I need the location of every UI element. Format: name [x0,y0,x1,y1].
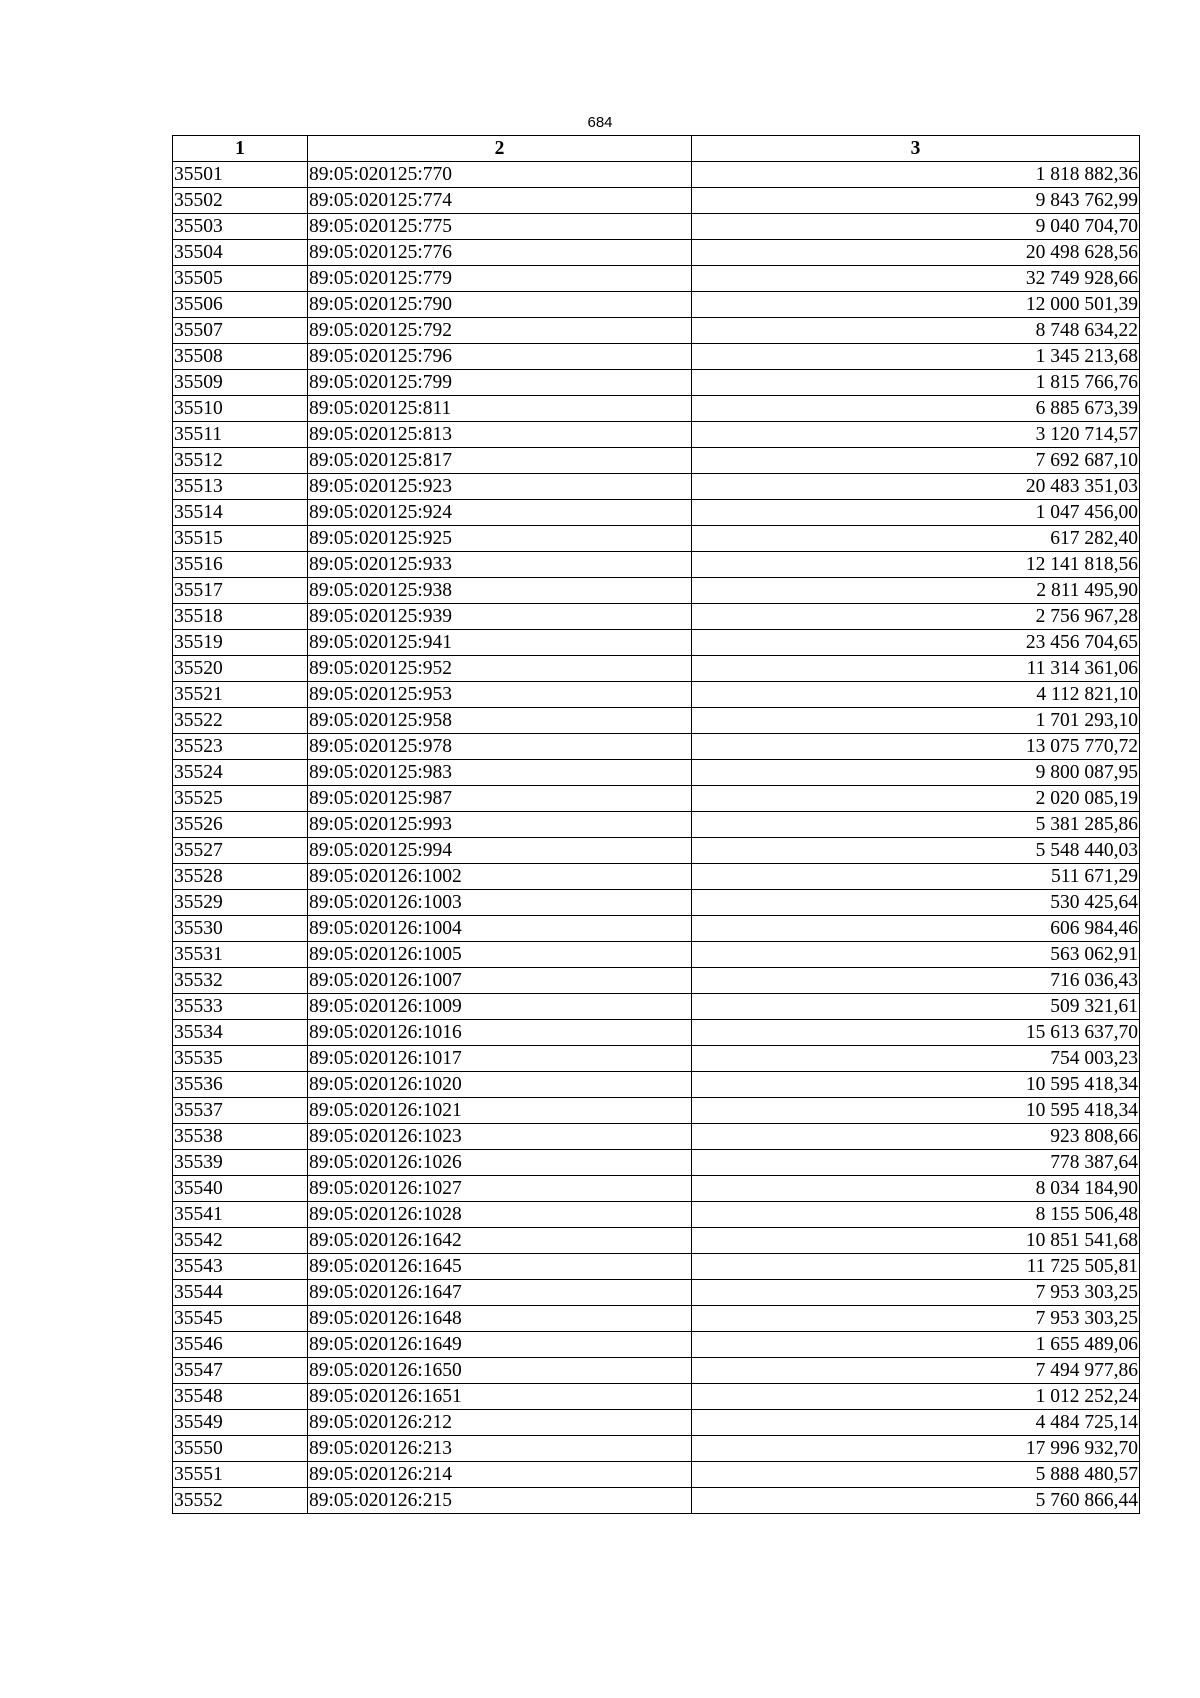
row-number-cell: 35519 [173,630,308,656]
table-row [173,370,1140,396]
cadastral-value-cell: 7 692 687,10 [692,448,1140,474]
table-row [173,188,1140,214]
row-number-cell: 35507 [173,318,308,344]
cadastral-value-cell: 530 425,64 [692,890,1140,916]
table-row [173,1462,1140,1488]
table-row [173,1176,1140,1202]
table-row [173,1150,1140,1176]
row-number-cell: 35549 [173,1410,308,1436]
row-number-cell: 35550 [173,1436,308,1462]
cadastral-number-cell: 89:05:020126:1648 [308,1306,692,1332]
cadastral-number-cell: 89:05:020125:924 [308,500,692,526]
cadastral-value-cell: 563 062,91 [692,942,1140,968]
table-row [173,448,1140,474]
row-number-cell: 35523 [173,734,308,760]
table-row [173,552,1140,578]
cadastral-number-cell: 89:05:020126:1009 [308,994,692,1020]
cadastral-value-cell: 10 595 418,34 [692,1072,1140,1098]
row-number-cell: 35551 [173,1462,308,1488]
cadastral-number-cell: 89:05:020125:925 [308,526,692,552]
cadastral-value-cell: 20 498 628,56 [692,240,1140,266]
row-number-cell: 35506 [173,292,308,318]
table-body [173,162,1140,1514]
row-number-cell: 35512 [173,448,308,474]
cadastral-value-cell: 6 885 673,39 [692,396,1140,422]
row-number-cell: 35547 [173,1358,308,1384]
cadastral-number-cell: 89:05:020126:215 [308,1488,692,1514]
cadastral-value-cell: 32 749 928,66 [692,266,1140,292]
table-row [173,1280,1140,1306]
row-number-cell: 35518 [173,604,308,630]
row-number-cell: 35525 [173,786,308,812]
cadastral-value-cell: 9 843 762,99 [692,188,1140,214]
cadastral-number-cell: 89:05:020126:1026 [308,1150,692,1176]
cadastral-number-cell: 89:05:020126:1027 [308,1176,692,1202]
cadastral-value-cell: 1 345 213,68 [692,344,1140,370]
row-number-cell: 35535 [173,1046,308,1072]
cadastral-number-cell: 89:05:020126:1007 [308,968,692,994]
cadastral-number-cell: 89:05:020125:779 [308,266,692,292]
row-number-cell: 35538 [173,1124,308,1150]
table-row [173,890,1140,916]
cadastral-number-cell: 89:05:020126:1004 [308,916,692,942]
row-number-cell: 35548 [173,1384,308,1410]
cadastral-value-cell: 4 112 821,10 [692,682,1140,708]
table-row [173,344,1140,370]
cadastral-value-cell: 13 075 770,72 [692,734,1140,760]
table-row [173,708,1140,734]
cadastral-number-cell: 89:05:020125:933 [308,552,692,578]
row-number-cell: 35501 [173,162,308,188]
column-header-2: 2 [308,136,692,162]
cadastral-number-cell: 89:05:020126:212 [308,1410,692,1436]
table-row [173,526,1140,552]
cadastral-value-cell: 2 020 085,19 [692,786,1140,812]
row-number-cell: 35516 [173,552,308,578]
cadastral-number-cell: 89:05:020125:792 [308,318,692,344]
row-number-cell: 35502 [173,188,308,214]
cadastral-number-cell: 89:05:020125:939 [308,604,692,630]
column-header-1: 1 [173,136,308,162]
cadastral-value-cell: 7 494 977,86 [692,1358,1140,1384]
cadastral-number-cell: 89:05:020125:811 [308,396,692,422]
row-number-cell: 35531 [173,942,308,968]
table-row [173,1358,1140,1384]
cadastral-value-cell: 754 003,23 [692,1046,1140,1072]
cadastral-number-cell: 89:05:020125:987 [308,786,692,812]
cadastral-number-cell: 89:05:020126:1003 [308,890,692,916]
row-number-cell: 35546 [173,1332,308,1358]
row-number-cell: 35527 [173,838,308,864]
cadastral-value-cell: 1 818 882,36 [692,162,1140,188]
table-row [173,1410,1140,1436]
cadastral-value-cell: 716 036,43 [692,968,1140,994]
row-number-cell: 35503 [173,214,308,240]
table-row [173,968,1140,994]
cadastral-number-cell: 89:05:020125:938 [308,578,692,604]
table-row [173,864,1140,890]
table-row [173,942,1140,968]
table-row [173,994,1140,1020]
table-row [173,1228,1140,1254]
row-number-cell: 35537 [173,1098,308,1124]
table-row [173,396,1140,422]
cadastral-value-cell: 2 756 967,28 [692,604,1140,630]
table-row [173,630,1140,656]
table-row [173,1436,1140,1462]
cadastral-number-cell: 89:05:020125:941 [308,630,692,656]
cadastral-value-cell: 5 760 866,44 [692,1488,1140,1514]
cadastral-value-cell: 1 701 293,10 [692,708,1140,734]
cadastral-number-cell: 89:05:020126:1649 [308,1332,692,1358]
table-row [173,1124,1140,1150]
cadastral-number-cell: 89:05:020125:799 [308,370,692,396]
cadastral-number-cell: 89:05:020125:978 [308,734,692,760]
cadastral-value-table [172,135,1140,1514]
cadastral-number-cell: 89:05:020126:1017 [308,1046,692,1072]
cadastral-value-cell: 10 595 418,34 [692,1098,1140,1124]
table-row [173,1254,1140,1280]
row-number-cell: 35511 [173,422,308,448]
cadastral-number-cell: 89:05:020126:1645 [308,1254,692,1280]
table-row [173,760,1140,786]
cadastral-number-cell: 89:05:020126:1642 [308,1228,692,1254]
table-row [173,604,1140,630]
cadastral-value-cell: 4 484 725,14 [692,1410,1140,1436]
cadastral-value-cell: 1 012 252,24 [692,1384,1140,1410]
cadastral-value-cell: 606 984,46 [692,916,1140,942]
row-number-cell: 35517 [173,578,308,604]
cadastral-number-cell: 89:05:020126:1023 [308,1124,692,1150]
table-row [173,1046,1140,1072]
cadastral-number-cell: 89:05:020126:1005 [308,942,692,968]
cadastral-value-cell: 5 381 285,86 [692,812,1140,838]
row-number-cell: 35515 [173,526,308,552]
row-number-cell: 35543 [173,1254,308,1280]
cadastral-number-cell: 89:05:020125:796 [308,344,692,370]
row-number-cell: 35541 [173,1202,308,1228]
row-number-cell: 35513 [173,474,308,500]
cadastral-value-cell: 1 655 489,06 [692,1332,1140,1358]
table-row [173,1384,1140,1410]
table-row [173,682,1140,708]
cadastral-number-cell: 89:05:020125:775 [308,214,692,240]
table-row [173,266,1140,292]
row-number-cell: 35521 [173,682,308,708]
cadastral-number-cell: 89:05:020126:214 [308,1462,692,1488]
row-number-cell: 35530 [173,916,308,942]
row-number-cell: 35505 [173,266,308,292]
table-row [173,578,1140,604]
row-number-cell: 35508 [173,344,308,370]
cadastral-number-cell: 89:05:020126:1002 [308,864,692,890]
cadastral-number-cell: 89:05:020125:952 [308,656,692,682]
cadastral-number-cell: 89:05:020126:1016 [308,1020,692,1046]
row-number-cell: 35509 [173,370,308,396]
cadastral-number-cell: 89:05:020125:813 [308,422,692,448]
row-number-cell: 35528 [173,864,308,890]
table-row [173,214,1140,240]
cadastral-value-cell: 10 851 541,68 [692,1228,1140,1254]
column-header-3: 3 [692,136,1140,162]
cadastral-number-cell: 89:05:020125:983 [308,760,692,786]
cadastral-number-cell: 89:05:020126:1647 [308,1280,692,1306]
cadastral-value-cell: 5 548 440,03 [692,838,1140,864]
cadastral-value-cell: 20 483 351,03 [692,474,1140,500]
cadastral-number-cell: 89:05:020125:774 [308,188,692,214]
cadastral-value-cell: 5 888 480,57 [692,1462,1140,1488]
cadastral-number-cell: 89:05:020126:213 [308,1436,692,1462]
table-row [173,318,1140,344]
table-row [173,240,1140,266]
cadastral-value-cell: 923 808,66 [692,1124,1140,1150]
row-number-cell: 35504 [173,240,308,266]
table-row [173,1332,1140,1358]
cadastral-number-cell: 89:05:020125:770 [308,162,692,188]
cadastral-value-cell: 1 815 766,76 [692,370,1140,396]
cadastral-value-cell: 8 034 184,90 [692,1176,1140,1202]
cadastral-number-cell: 89:05:020126:1650 [308,1358,692,1384]
cadastral-value-cell: 8 155 506,48 [692,1202,1140,1228]
row-number-cell: 35539 [173,1150,308,1176]
cadastral-value-cell: 511 671,29 [692,864,1140,890]
page-number: 684 [587,114,613,131]
row-number-cell: 35533 [173,994,308,1020]
table-row [173,474,1140,500]
cadastral-number-cell: 89:05:020126:1020 [308,1072,692,1098]
cadastral-value-cell: 15 613 637,70 [692,1020,1140,1046]
cadastral-number-cell: 89:05:020126:1028 [308,1202,692,1228]
cadastral-value-cell: 3 120 714,57 [692,422,1140,448]
cadastral-number-cell: 89:05:020126:1021 [308,1098,692,1124]
cadastral-value-cell: 11 725 505,81 [692,1254,1140,1280]
cadastral-number-cell: 89:05:020125:993 [308,812,692,838]
row-number-cell: 35529 [173,890,308,916]
cadastral-value-cell: 509 321,61 [692,994,1140,1020]
table-row [173,734,1140,760]
table-row [173,1202,1140,1228]
cadastral-value-cell: 17 996 932,70 [692,1436,1140,1462]
cadastral-value-cell: 9 040 704,70 [692,214,1140,240]
table-row [173,1306,1140,1332]
row-number-cell: 35552 [173,1488,308,1514]
row-number-cell: 35542 [173,1228,308,1254]
table-row [173,656,1140,682]
cadastral-number-cell: 89:05:020126:1651 [308,1384,692,1410]
table-row [173,916,1140,942]
cadastral-value-cell: 7 953 303,25 [692,1306,1140,1332]
table-row [173,838,1140,864]
row-number-cell: 35532 [173,968,308,994]
cadastral-number-cell: 89:05:020125:958 [308,708,692,734]
cadastral-value-cell: 11 314 361,06 [692,656,1140,682]
table-header-row [173,136,1140,162]
cadastral-number-cell: 89:05:020125:817 [308,448,692,474]
row-number-cell: 35522 [173,708,308,734]
cadastral-value-cell: 9 800 087,95 [692,760,1140,786]
table-row [173,1488,1140,1514]
row-number-cell: 35540 [173,1176,308,1202]
table-row [173,786,1140,812]
row-number-cell: 35544 [173,1280,308,1306]
row-number-cell: 35526 [173,812,308,838]
cadastral-number-cell: 89:05:020125:953 [308,682,692,708]
table-row [173,162,1140,188]
cadastral-value-cell: 617 282,40 [692,526,1140,552]
row-number-cell: 35545 [173,1306,308,1332]
table-row [173,1098,1140,1124]
row-number-cell: 35536 [173,1072,308,1098]
table-row [173,812,1140,838]
row-number-cell: 35524 [173,760,308,786]
cadastral-number-cell: 89:05:020125:994 [308,838,692,864]
table-row [173,422,1140,448]
table-row [173,1020,1140,1046]
cadastral-value-cell: 8 748 634,22 [692,318,1140,344]
cadastral-value-cell: 1 047 456,00 [692,500,1140,526]
cadastral-number-cell: 89:05:020125:923 [308,474,692,500]
table-row [173,292,1140,318]
table-row [173,500,1140,526]
cadastral-value-cell: 778 387,64 [692,1150,1140,1176]
cadastral-value-cell: 23 456 704,65 [692,630,1140,656]
cadastral-value-cell: 12 141 818,56 [692,552,1140,578]
row-number-cell: 35520 [173,656,308,682]
cadastral-number-cell: 89:05:020125:776 [308,240,692,266]
table-row [173,1072,1140,1098]
cadastral-number-cell: 89:05:020125:790 [308,292,692,318]
cadastral-value-cell: 7 953 303,25 [692,1280,1140,1306]
row-number-cell: 35534 [173,1020,308,1046]
row-number-cell: 35510 [173,396,308,422]
cadastral-value-cell: 2 811 495,90 [692,578,1140,604]
cadastral-value-cell: 12 000 501,39 [692,292,1140,318]
row-number-cell: 35514 [173,500,308,526]
